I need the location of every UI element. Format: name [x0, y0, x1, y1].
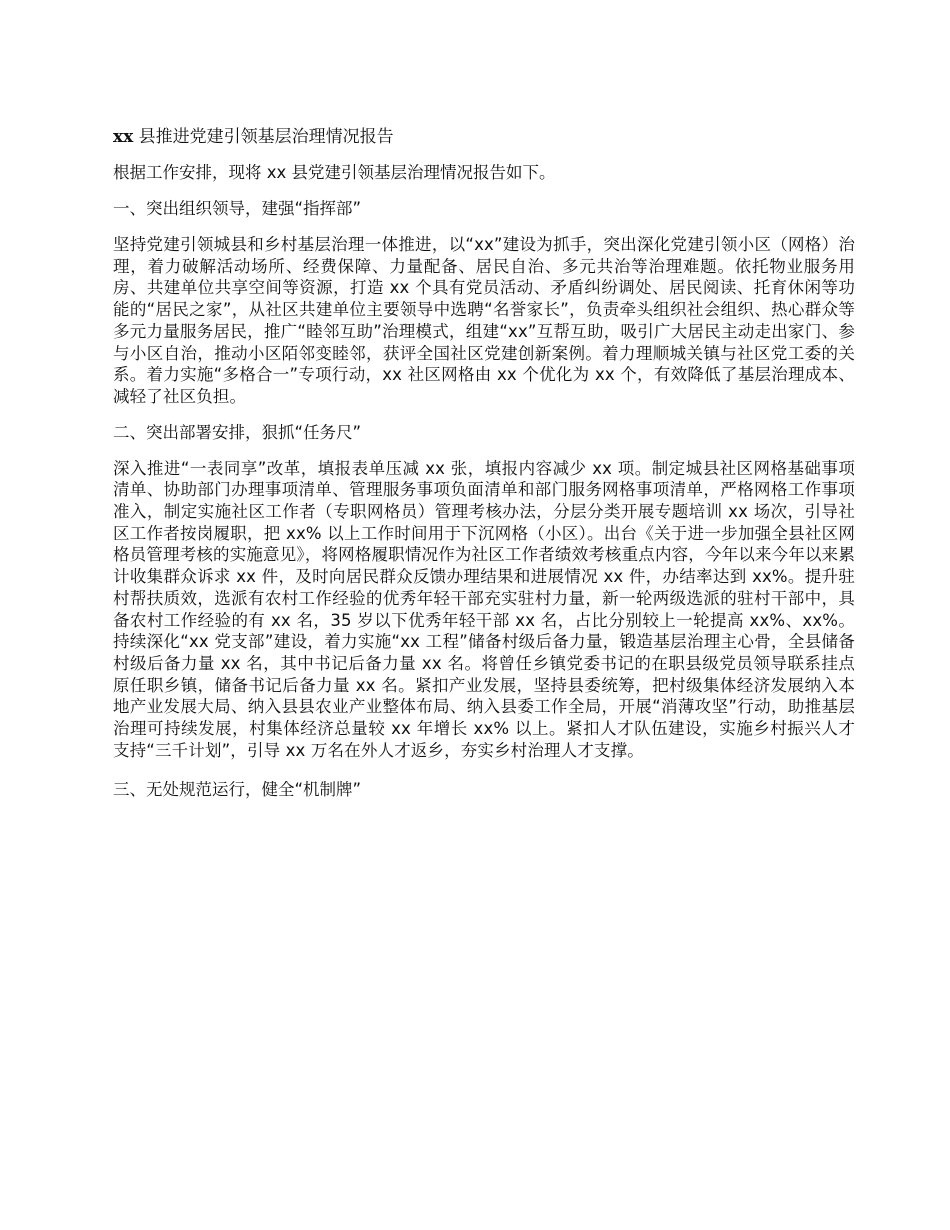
section-2-heading: 二、突出部署安排，狠抓“任务尺”: [113, 422, 362, 442]
intro-paragraph: 根据工作安排，现将 xx 县党建引领基层治理情况报告如下。: [113, 163, 556, 182]
section-1-heading: 一、突出组织领导，建强“指挥部”: [113, 199, 362, 218]
document-title-prefix: xx: [113, 127, 134, 147]
section-2-body: 深入推进“一表同享”改革，填报表单压减 xx 张，填报内容减少 xx 项。制定城县社区网格基础事项清单、协助部门办理事项清单、管理服务事项负面清单和部门服务网格事项清单，严格网格工作事项准入，制定实施社区工作者（专职网格员）管理考核办法，分层分类开展专题培训 xx 场次，引导社区工作者按岗履职，把 xx% 以上工作时间用于下沉网格（小区）。出台《关于进一步加强全县社区网格员管理考核的实施意见》，将网格履职情况作为社区工作者绩效考核重点内容，今年以来今年以来累计收集群众诉求 xx 件，及时向居民群众反馈办理结果和进展情况 xx 件，办结率达到 xx%。提升驻村帮扶质效，选派有农村工作经验的优秀年轻干部充实驻村力量，新一轮两级选派的驻村干部中，具备农村工作经验的有 xx 名，35 岁以下优秀年轻干部 xx 名，占比分别较上一轮提高 xx%、xx%。持续深化“xx 党支部”建设，着力实施“xx 工程”储备村级后备力量，锻造基层治理主心骨，全县储备村级后备力量 xx 名，其中书记后备力量 xx 名。将曾任乡镇党委书记的在职县级党员领导联系挂点原任职乡镇，储备书记后备力量 xx 名。紧扣产业发展，坚持县委统筹，把村级集体经济发展纳入本地产业发展大局、纳入县县农业产业整体布局、纳入县委工作全局，开展“消薄攻坚”行动，助推基层治理可持续发展，村集体经济总量较 xx 年增长 xx% 以上。紧扣人才队伍建设，实施乡村振兴人才支持“三千计划”，引导 xx 万名在外人才返乡，夯实乡村治理人才支撑。: [113, 458, 855, 760]
section-3-heading: 三、无处规范运行，健全“机制牌”: [113, 780, 362, 800]
document-title-rest: 县推进党建引领基层治理情况报告: [133, 127, 394, 147]
document-title: [113, 126, 855, 148]
section-1-body: 坚持党建引领城县和乡村基层治理一体推进，以“xx”建设为抓手，突出深化党建引领小区（网格）治理，着力破解活动场所、经费保障、力量配备、居民自治、多元共治等治理难题。依托物业服务用房、共建单位共享空间等资源，打造 xx 个具有党员活动、矛盾纠纷调处、居民阅读、托育休闲等功能的“居民之家”，从社区共建单位主要领导中选聘“名誉家长”，负责牵头组织社会组织、热心群众等多元力量服务居民，推广“睦邻互助”治理模式，组建“xx”互帮互助，吸引广大居民主动走出家门、参与小区自治，推动小区陌邻变睦邻，获评全国社区党建创新案例。着力理顺城关镇与社区党工委的关系。着力实施“多格合一”专项行动，xx 社区网格由 xx 个优化为 xx 个，有效降低了基层治理成本、减轻了社区负担。: [113, 235, 855, 406]
document-page: [113, 126, 855, 815]
